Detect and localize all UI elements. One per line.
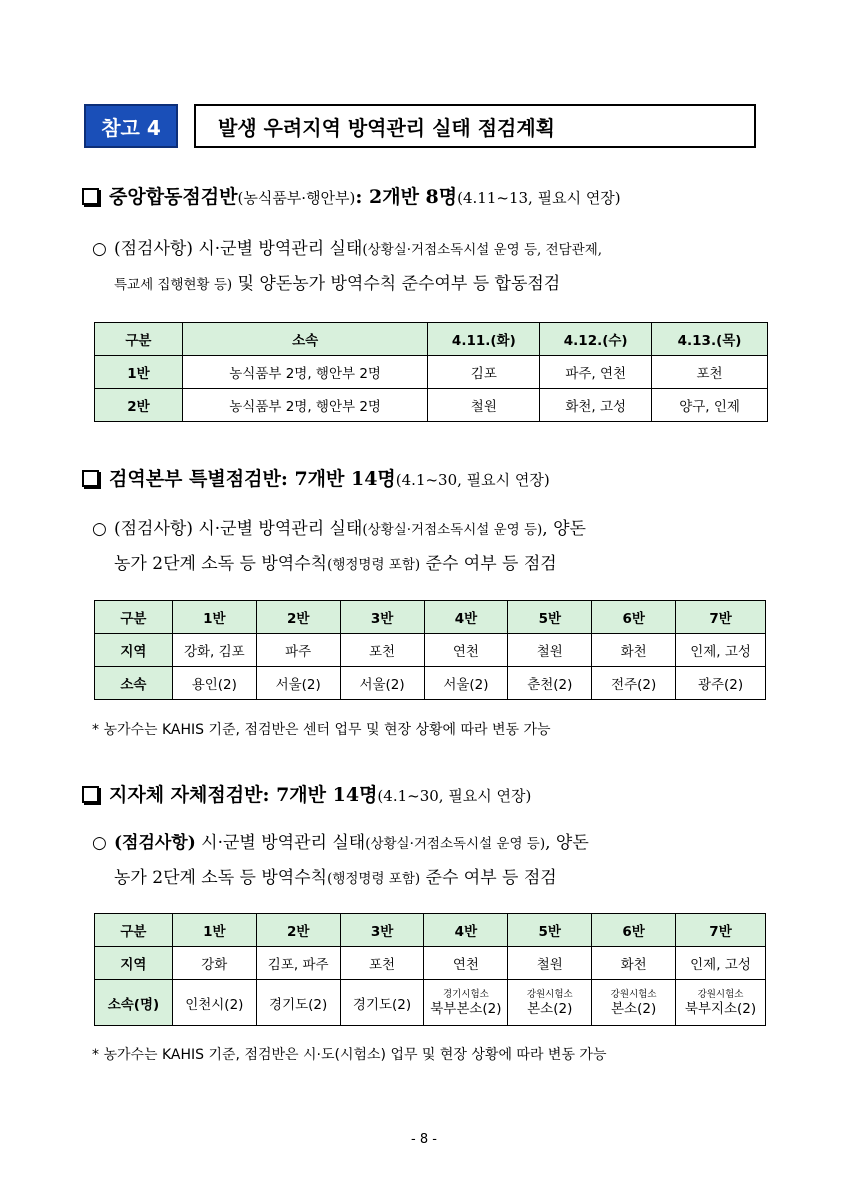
table-cell: 강원시험소 본소(2) — [592, 980, 676, 1026]
table-cell: 화천, 고성 — [540, 389, 652, 422]
table-header-cell: 4반 — [424, 601, 508, 634]
circle-bullet-icon: ○ — [92, 833, 107, 853]
table-header-cell: 구분 — [95, 323, 183, 356]
table-header-row — [95, 914, 766, 947]
table-header-cell: 3반 — [340, 914, 424, 947]
table-row — [95, 634, 766, 667]
table-cell: 경기도(2) — [340, 980, 424, 1026]
table-header-row — [95, 601, 766, 634]
section-3-description: ○ (점검사항) 시·군별 방역관리 실태(상황실·거점소독시설 운영 등), 양돈 농가 2단계 소독 등 방역수칙(행정명령 포함) 준수 여부 등 점검 — [92, 826, 772, 896]
table-row — [95, 667, 766, 700]
table-cell: 소속(명) — [95, 980, 173, 1026]
table-row — [95, 389, 768, 422]
checkbox-square-icon — [82, 188, 99, 205]
reference-tag: 참고 4 — [84, 104, 178, 148]
table-header-cell: 구분 — [95, 914, 173, 947]
table-header-cell: 1반 — [172, 601, 256, 634]
table-cell: 서울(2) — [340, 667, 424, 700]
table-cell: 화천 — [592, 634, 676, 667]
table-cell: 소속 — [95, 667, 173, 700]
table-header-cell: 7반 — [676, 601, 766, 634]
table-cell: 연천 — [424, 634, 508, 667]
table-cell: 농식품부 2명, 행안부 2명 — [182, 389, 428, 422]
table-cell: 서울(2) — [256, 667, 340, 700]
table-cell: 포천 — [340, 947, 424, 980]
table-cell: 파주 — [256, 634, 340, 667]
table-cell: 김포 — [428, 356, 540, 389]
table-cell: 강화 — [172, 947, 256, 980]
table-cell: 강원시험소 본소(2) — [508, 980, 592, 1026]
circle-bullet-icon: ○ — [92, 519, 107, 539]
table-cell: 연천 — [424, 947, 508, 980]
table-cell: 용인(2) — [172, 667, 256, 700]
table-cell: 지역 — [95, 634, 173, 667]
table-row — [95, 980, 766, 1026]
table-cell: 양구, 인제 — [652, 389, 768, 422]
table-cell: 포천 — [340, 634, 424, 667]
table-row — [95, 947, 766, 980]
table-cell: 지역 — [95, 947, 173, 980]
table-header-row — [95, 323, 768, 356]
section-2-description: ○ (점검사항) 시·군별 방역관리 실태(상황실·거점소독시설 운영 등), 양돈 농가 2단계 소독 등 방역수칙(행정명령 포함) 준수 여부 등 점검 — [92, 512, 772, 582]
section-1-table — [94, 322, 768, 422]
section-3-heading: 지자체 자체점검반 : 7개반 14명 (4.1~30, 필요시 연장) — [82, 780, 531, 807]
checkbox-square-icon — [82, 786, 99, 803]
table-cell: 김포, 파주 — [256, 947, 340, 980]
table-header-cell: 소속 — [182, 323, 428, 356]
table-cell: 인제, 고성 — [676, 947, 766, 980]
section-3-note: * 농가수는 KAHIS 기준, 점검반은 시·도(시험소) 업무 및 현장 상황에 따라 변동 가능 — [92, 1047, 607, 1063]
table-cell: 광주(2) — [676, 667, 766, 700]
table-cell: 춘천(2) — [508, 667, 592, 700]
table-cell: 경기도(2) — [256, 980, 340, 1026]
table-cell: 서울(2) — [424, 667, 508, 700]
page-header — [84, 103, 756, 149]
page-title: 발생 우려지역 방역관리 실태 점검계획 — [194, 104, 756, 148]
table-header-cell: 6반 — [592, 601, 676, 634]
table-header-cell: 4.11.(화) — [428, 323, 540, 356]
section-1-heading: 중앙합동점검반 (농식품부·행안부) : 2개반 8명 (4.11~13, 필요시 연장) — [82, 182, 621, 209]
table-cell: 1반 — [95, 356, 183, 389]
table-cell: 철원 — [428, 389, 540, 422]
table-header-cell: 4.12.(수) — [540, 323, 652, 356]
section-2-heading: 검역본부 특별점검반 : 7개반 14명 (4.1~30, 필요시 연장) — [82, 464, 550, 491]
table-cell: 강원시험소 북부지소(2) — [676, 980, 766, 1026]
table-cell: 철원 — [508, 634, 592, 667]
table-header-cell: 4반 — [424, 914, 508, 947]
table-cell: 농식품부 2명, 행안부 2명 — [182, 356, 428, 389]
table-header-cell: 4.13.(목) — [652, 323, 768, 356]
table-cell: 인제, 고성 — [676, 634, 766, 667]
table-cell: 경기시험소 북부본소(2) — [424, 980, 508, 1026]
table-header-cell: 3반 — [340, 601, 424, 634]
table-cell: 인천시(2) — [172, 980, 256, 1026]
table-cell: 포천 — [652, 356, 768, 389]
section-1-description: ○ (점검사항) 시·군별 방역관리 실태(상황실·거점소독시설 운영 등, 전담관제, 특교세 집행현황 등) 및 양돈농가 방역수칙 준수여부 등 합동점검 — [92, 232, 772, 302]
table-header-cell: 2반 — [256, 601, 340, 634]
table-cell: 철원 — [508, 947, 592, 980]
table-cell: 2반 — [95, 389, 183, 422]
table-cell: 강화, 김포 — [172, 634, 256, 667]
table-header-cell: 5반 — [508, 914, 592, 947]
checkbox-square-icon — [82, 470, 99, 487]
table-row — [95, 356, 768, 389]
table-cell: 파주, 연천 — [540, 356, 652, 389]
table-cell: 화천 — [592, 947, 676, 980]
table-cell: 전주(2) — [592, 667, 676, 700]
section-2-table — [94, 600, 766, 700]
page-number: - 8 - — [411, 1132, 437, 1147]
table-header-cell: 7반 — [676, 914, 766, 947]
table-header-cell: 구분 — [95, 601, 173, 634]
circle-bullet-icon: ○ — [92, 239, 107, 259]
table-header-cell: 5반 — [508, 601, 592, 634]
table-header-cell: 6반 — [592, 914, 676, 947]
section-3-table — [94, 913, 766, 1026]
section-2-note: * 농가수는 KAHIS 기준, 점검반은 센터 업무 및 현장 상황에 따라 변동 가능 — [92, 722, 551, 738]
table-header-cell: 1반 — [172, 914, 256, 947]
table-header-cell: 2반 — [256, 914, 340, 947]
